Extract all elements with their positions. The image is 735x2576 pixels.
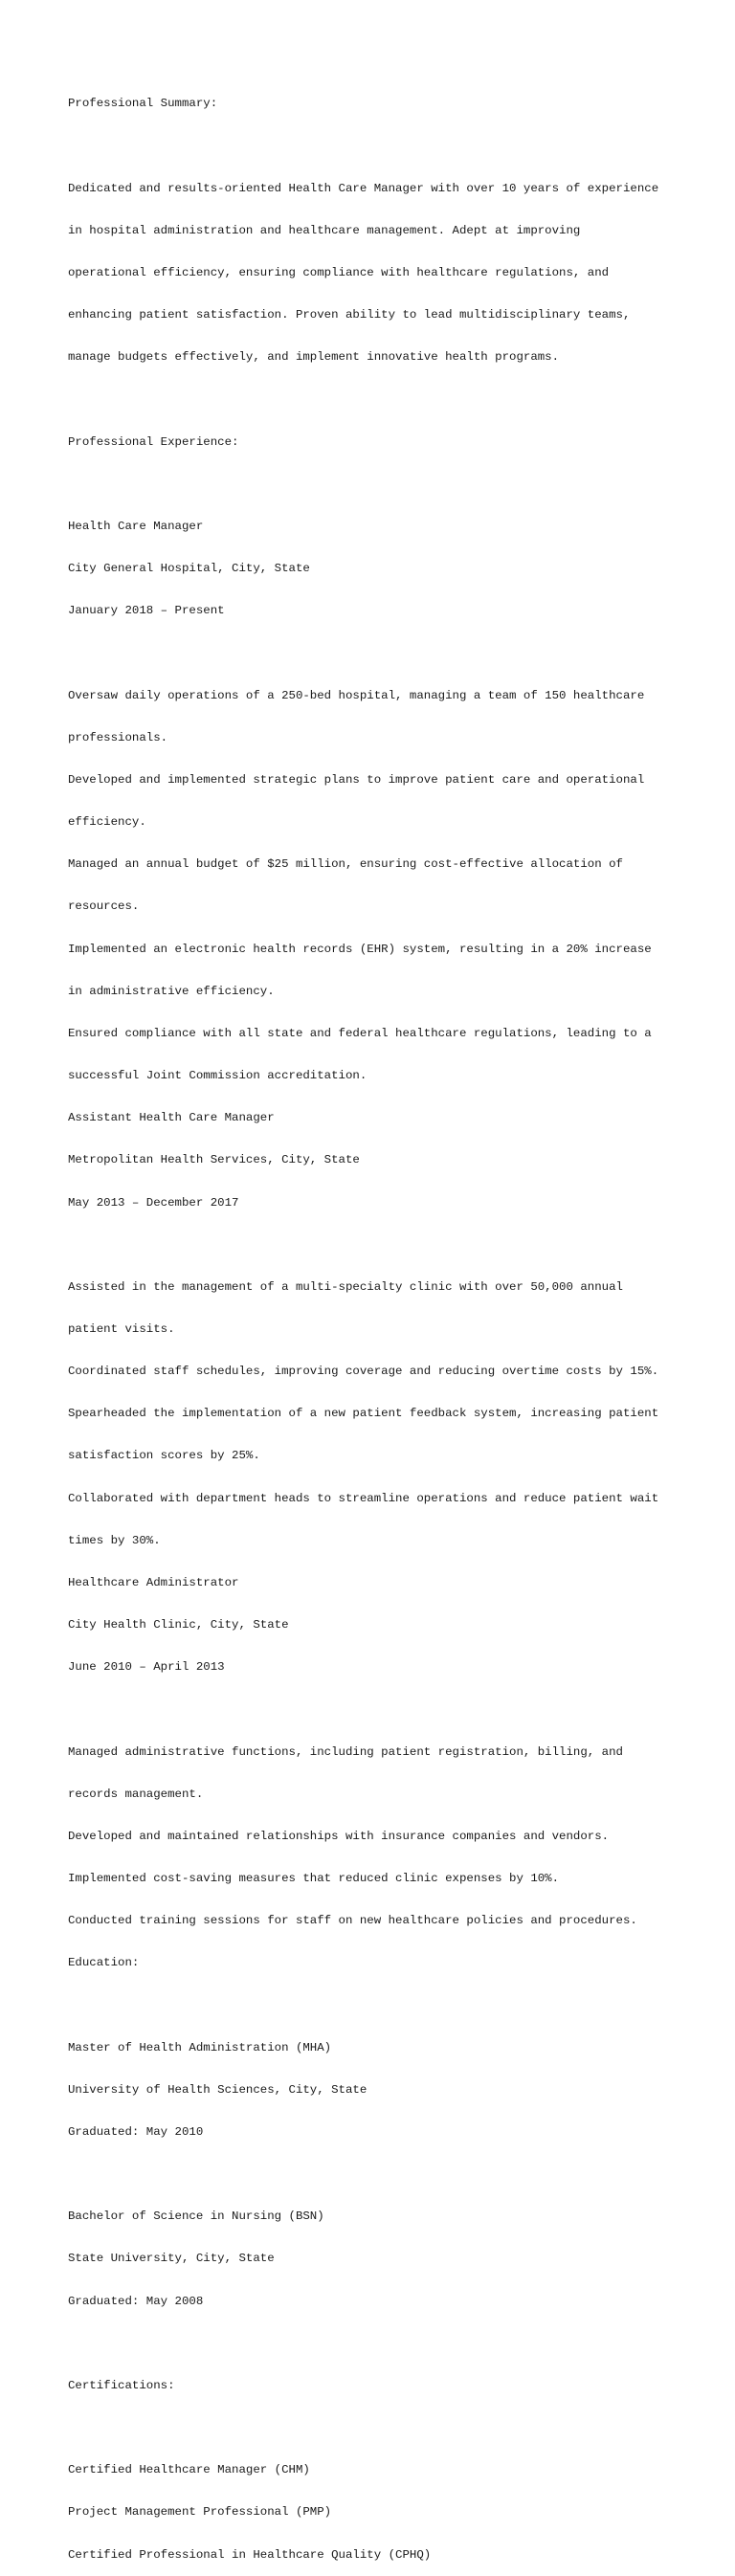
job-duty-line: Collaborated with department heads to streamline operations and reduce patient wait [68,1491,659,1505]
blank-line [68,646,719,660]
degree-school: State University, City, State [68,2252,275,2266]
job-duty-line: Ensured compliance with all state and federal healthcare regulations, leading to a [68,1026,652,1040]
job-duty-line: satisfaction scores by 25%. [68,1449,260,1463]
section-heading-education: Education: [68,1956,140,1970]
blank-line [68,393,719,408]
job-duty-line: Developed and maintained relationships with insurance companies and vendors. [68,1829,610,1843]
degree-name: Master of Health Administration (MHA) [68,2040,332,2054]
job-duty-line: Managed administrative functions, including patient registration, billing, and [68,1744,623,1759]
job-duty-line: Coordinated staff schedules, improving coverage and reducing overtime costs by 15%. [68,1365,659,1379]
blank-line [68,2337,719,2351]
job-title: Health Care Manager [68,520,204,533]
job-title: Healthcare Administrator [68,1575,239,1589]
job-duty-line: Developed and implemented strategic plans to improve patient care and operational [68,772,645,787]
job-duty-line: Implemented cost-saving measures that reduced clinic expenses by 10%. [68,1872,560,1885]
job-employer: City Health Clinic, City, State [68,1618,289,1632]
job-duty-line: patient visits. [68,1321,175,1336]
degree-graduated: Graduated: May 2010 [68,2124,204,2139]
summary-text-line: Dedicated and results-oriented Health Care Manager with over 10 years of experience [68,181,659,195]
job-duty-line: Implemented an electronic health records (EHR) system, resulting in a 20% increase [68,942,652,956]
job-duty-line: professionals. [68,730,168,744]
degree-school: University of Health Sciences, City, State [68,2082,368,2097]
blank-line [68,1702,719,1717]
certification-item: Project Management Professional (PMP) [68,2505,332,2520]
job-dates: June 2010 – April 2013 [68,1660,225,1675]
summary-text-line: manage budgets effectively, and implement innovative health programs. [68,350,560,365]
job-dates: May 2013 – December 2017 [68,1195,239,1210]
blank-line [68,2421,719,2435]
degree-name: Bachelor of Science in Nursing (BSN) [68,2210,324,2224]
job-duty-line: Assisted in the management of a multi-specialty clinic with over 50,000 annual [68,1279,623,1294]
blank-line [68,477,719,492]
degree-graduated: Graduated: May 2008 [68,2294,204,2308]
summary-text-line: enhancing patient satisfaction. Proven ability to lead multidisciplinary teams, [68,308,631,322]
job-dates: January 2018 – Present [68,604,225,618]
job-duty-line: successful Joint Commission accreditation. [68,1069,368,1083]
job-duty-line: times by 30%. [68,1533,161,1547]
job-duty-line: Conducted training sessions for staff on new healthcare policies and procedures. [68,1914,637,1928]
job-employer: City General Hospital, City, State [68,562,310,576]
job-duty-line: efficiency. [68,815,146,830]
job-title: Assistant Health Care Manager [68,1111,275,1125]
certification-item: Certified Healthcare Manager (CHM) [68,2463,310,2477]
blank-line [68,1998,719,2012]
job-duty-line: Spearheaded the implementation of a new patient feedback system, increasing patient [68,1407,659,1421]
section-heading-certifications: Certifications: [68,2378,175,2392]
job-duty-line: resources. [68,899,140,914]
job-duty-line: Oversaw daily operations of a 250-bed hospital, managing a team of 150 healthcare [68,688,645,702]
certification-item: Certified Professional in Healthcare Quality (CPHQ) [68,2547,432,2562]
job-employer: Metropolitan Health Services, City, State [68,1153,360,1167]
section-heading-professional-experience: Professional Experience: [68,434,239,449]
blank-line [68,1238,719,1253]
summary-text-line: operational efficiency, ensuring compliance with healthcare regulations, and [68,266,610,280]
blank-line [68,140,719,154]
blank-line [68,2167,719,2182]
summary-text-line: in hospital administration and healthcare management. Adept at improving [68,223,581,237]
job-duty-line: in administrative efficiency. [68,984,275,998]
section-heading-professional-summary: Professional Summary: [68,97,218,111]
job-duty-line: Managed an annual budget of $25 million, ensuring cost-effective allocation of [68,857,623,872]
job-duty-line: records management. [68,1787,204,1801]
resume-document [68,69,719,2576]
